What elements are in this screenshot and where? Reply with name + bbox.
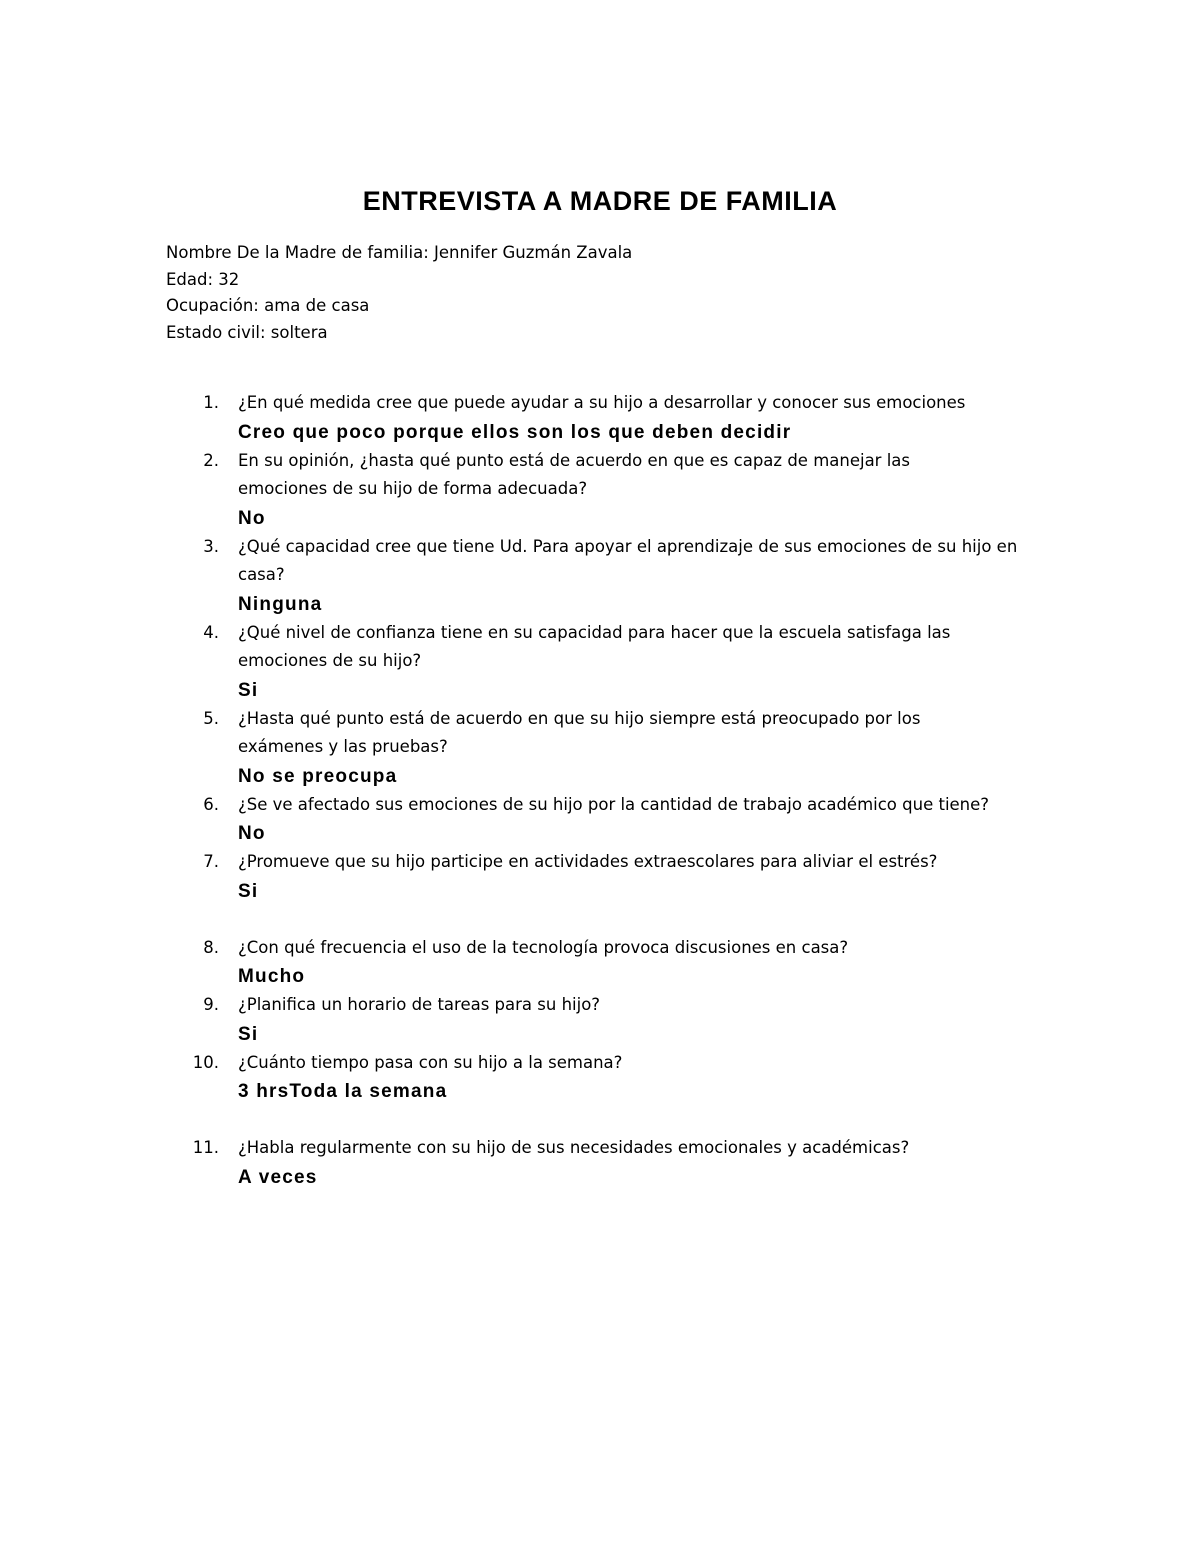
info-ocupacion: Ocupación: ama de casa [166,296,370,315]
question-number: 10. [192,1052,219,1072]
question-text: ¿Con qué frecuencia el uso de la tecnología provoca discusiones en casa? [238,937,849,957]
question-number: 9. [203,995,219,1014]
question-item [166,447,1046,533]
document-title: ENTREVISTA A MADRE DE FAMILIA [362,186,838,216]
question-number: 2. [203,450,219,470]
question-item [166,619,1046,705]
question-text: En su opinión, ¿hasta qué punto está de acuerdo en que es capaz de manejar las emociones de su hijo de forma adecuada? [238,450,911,498]
info-nombre: Nombre De la Madre de familia: Jennifer Guzmán Zavala [166,243,633,262]
question-item [166,991,1046,1049]
question-number: 6. [203,794,219,814]
question-list [166,389,1046,1192]
question-item [166,934,1046,992]
question-number: 5. [203,708,219,728]
question-item [166,705,1046,791]
answer-text: Si [238,679,259,701]
answer-text: No se preocupa [238,765,398,787]
question-item [166,389,1046,447]
question-item [166,1134,1046,1192]
question-number: 8. [203,937,219,957]
info-estado-civil: Estado civil: soltera [166,322,328,342]
answer-text: Si [238,880,259,902]
question-text: ¿Habla regularmente con su hijo de sus necesidades emocionales y académicas? [238,1138,910,1157]
info-edad: Edad: 32 [166,269,240,289]
question-item [166,1049,1046,1107]
question-text: ¿Se ve afectado sus emociones de su hijo por la cantidad de trabajo académico que tiene? [238,794,990,814]
question-number: 1. [203,393,219,412]
question-item [166,533,1046,619]
question-text: ¿Hasta qué punto está de acuerdo en que su hijo siempre está preocupado por los exámenes y las pruebas? [238,708,921,756]
question-text: ¿Cuánto tiempo pasa con su hijo a la semana? [238,1052,623,1072]
question-text: ¿Qué nivel de confianza tiene en su capacidad para hacer que la escuela satisfaga las emociones de su hijo? [238,622,951,670]
question-text: ¿Qué capacidad cree que tiene Ud. Para apoyar el aprendizaje de sus emociones de su hijo en casa? [238,536,1018,584]
question-number: 3. [203,536,219,556]
answer-text: No [238,507,266,529]
answer-text: Si [238,1023,259,1045]
question-text: ¿Planifica un horario de tareas para su hijo? [238,995,601,1014]
question-item [166,791,1046,849]
respondent-info [166,240,632,346]
answer-text: Ninguna [238,593,323,615]
answer-text: 3 hrsToda la semana [238,1081,448,1102]
question-number: 11. [192,1138,219,1157]
answer-text: A veces [238,1166,318,1188]
question-text: ¿En qué medida cree que puede ayudar a su hijo a desarrollar y conocer sus emociones [238,393,966,412]
answer-text: No [238,823,266,844]
question-number: 4. [203,622,219,642]
question-item [166,848,1046,906]
question-text: ¿Promueve que su hijo participe en actividades extraescolares para aliviar el estrés? [238,852,938,871]
answer-text: Mucho [238,966,306,987]
question-number: 7. [203,852,219,871]
answer-text: Creo que poco porque ellos son los que deben decidir [238,421,792,443]
